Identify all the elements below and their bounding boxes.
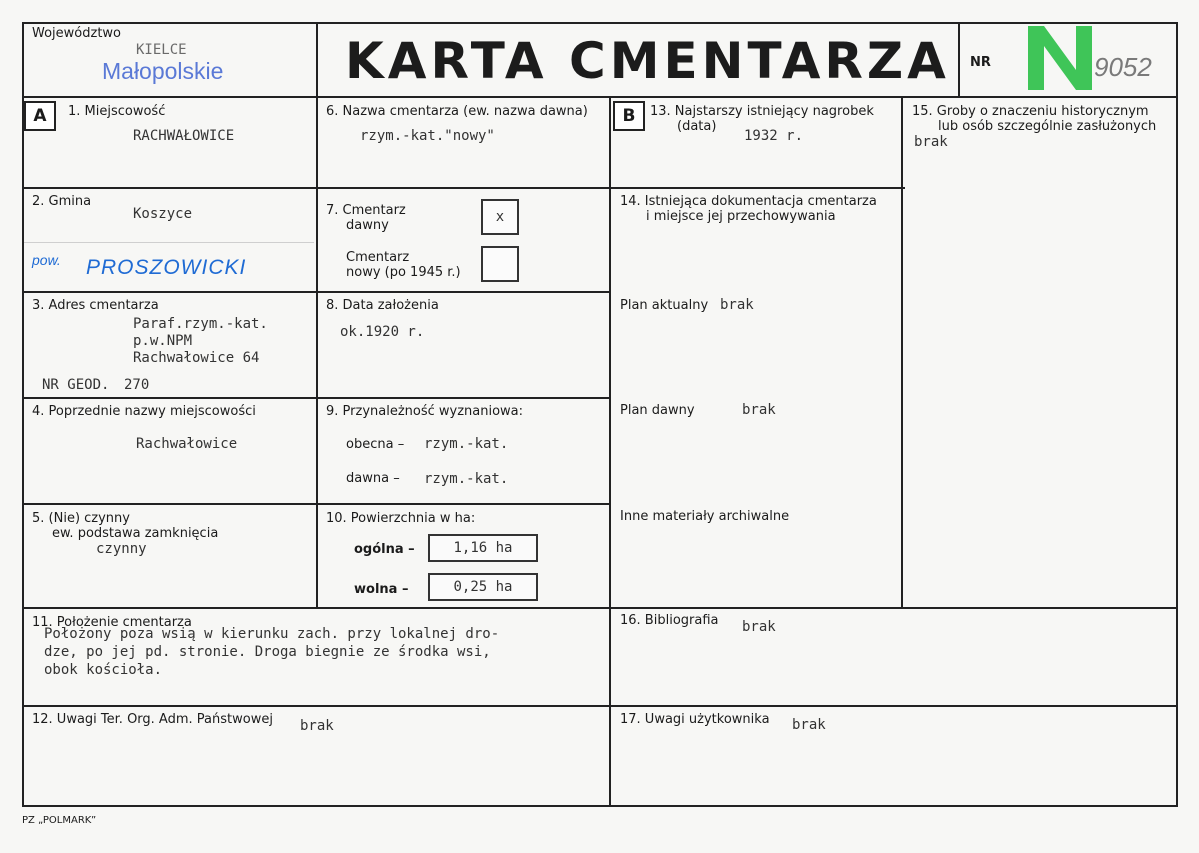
- header-bottom: [22, 96, 1178, 98]
- row-line-6: [22, 705, 1178, 707]
- header-divider-2: [958, 22, 960, 98]
- row-line-4: [22, 503, 611, 505]
- f7-dawny-checkbox[interactable]: [481, 199, 519, 235]
- f4-value: Rachwałowice: [136, 436, 238, 452]
- row-line-5: [22, 607, 1178, 609]
- inne-materialy-label: Inne materiały archiwalne: [620, 509, 790, 524]
- plan-dawny-value: brak: [742, 402, 776, 418]
- f7-label: 7. Cmentarz: [326, 203, 406, 218]
- f7-dawny-mark: x: [495, 209, 505, 225]
- row-line-2: [22, 291, 611, 293]
- f7-dawny-label: dawny: [346, 218, 389, 233]
- f11-label: 11. Położenie cmentarza: [32, 615, 192, 630]
- col-b1-divider: [901, 96, 903, 609]
- f13-label-2: (data): [677, 119, 717, 134]
- f14-label-2: i miejsce jej przechowywania: [646, 209, 836, 224]
- printer-imprint: PZ „POLMARK”: [22, 815, 97, 826]
- f15-label-2: lub osób szczególnie zasłużonych: [938, 119, 1157, 134]
- plan-dawny-label: Plan dawny: [620, 403, 695, 418]
- f3-line-3: Rachwałowice 64: [133, 350, 260, 366]
- col-a-b-divider: [609, 96, 611, 807]
- row-line-1: [22, 187, 905, 189]
- f7-nowy-label-2: nowy (po 1945 r.): [346, 265, 461, 280]
- f7-nowy-checkbox[interactable]: [481, 246, 519, 282]
- f9-obecna-label: obecna –: [346, 437, 405, 452]
- f9-obecna-value: rzym.-kat.: [424, 436, 509, 452]
- pow-label: pow.: [32, 252, 61, 268]
- f9-dawna-label: dawna –: [346, 471, 400, 486]
- f13-value: 1932 r.: [744, 128, 804, 144]
- f15-label-1: 15. Groby o znaczeniu historycznym: [912, 104, 1149, 119]
- f16-value: brak: [742, 619, 776, 635]
- f17-label: 17. Uwagi użytkownika: [620, 712, 770, 727]
- wojewodztwo-stamp: Małopolskie: [102, 58, 224, 84]
- f8-value: ok.1920 r.: [340, 324, 425, 340]
- row-line-3: [22, 397, 611, 399]
- f1-label: 1. Miejscowość: [68, 104, 166, 119]
- plan-aktualny-value: brak: [720, 297, 754, 313]
- f6-label: 6. Nazwa cmentarza (ew. nazwa dawna): [326, 104, 588, 119]
- f14-label-1: 14. Istniejąca dokumentacja cmentarza: [620, 194, 877, 209]
- f16-label: 16. Bibliografia: [620, 613, 719, 628]
- frame-top: [22, 22, 1178, 24]
- f7-nowy-label-1: Cmentarz: [346, 250, 410, 265]
- f15-value: brak: [914, 134, 948, 150]
- section-a-letter: A: [24, 101, 56, 131]
- plan-aktualny-label: Plan aktualny: [620, 298, 709, 313]
- f5-label-1: 5. (Nie) czynny: [32, 511, 130, 526]
- f12-label: 12. Uwagi Ter. Org. Adm. Państwowej: [32, 712, 273, 727]
- f2-label: 2. Gmina: [32, 194, 92, 209]
- f3-line-1: Paraf.rzym.-kat.: [133, 316, 268, 332]
- f3-label: 3. Adres cmentarza: [32, 298, 159, 313]
- f10-wolna-value: 0,25 ha: [428, 573, 538, 601]
- wojewodztwo-typed: KIELCE: [136, 42, 187, 58]
- f9-dawna-value: rzym.-kat.: [424, 471, 509, 487]
- card-title: KARTA CMENTARZA: [345, 32, 950, 90]
- f11-line-3: obok kościoła.: [44, 662, 163, 678]
- nr-geod-value: 270: [124, 377, 150, 393]
- f6-value: rzym.-kat."nowy": [360, 128, 495, 144]
- f10-label: 10. Powierzchnia w ha:: [326, 511, 476, 526]
- f10-ogolna-value: 1,16 ha: [428, 534, 538, 562]
- frame-left: [22, 22, 24, 807]
- f5-label-2: ew. podstawa zamknięcia: [52, 526, 219, 541]
- f1-value: RACHWAŁOWICE: [133, 128, 235, 144]
- f9-label: 9. Przynależność wyznaniowa:: [326, 404, 524, 419]
- f17-value: brak: [792, 717, 826, 733]
- f11-line-2: dze, po jej pd. stronie. Droga biegnie ze środka wsi,: [44, 644, 491, 660]
- col-a1-divider: [316, 96, 318, 609]
- f3-line-2: p.w.NPM: [133, 333, 193, 349]
- f2-value: Koszyce: [133, 206, 193, 222]
- nr-geod-label: NR GEOD.: [42, 377, 110, 393]
- f12-value: brak: [300, 718, 334, 734]
- f8-label: 8. Data założenia: [326, 298, 439, 313]
- green-n-marker: [1026, 24, 1094, 92]
- nr-value: 9052: [1094, 52, 1152, 82]
- frame-right: [1176, 22, 1178, 807]
- f10-ogolna-label: ogólna –: [354, 542, 415, 557]
- gmina-pow-separator: [24, 242, 314, 243]
- f5-value: czynny: [96, 541, 147, 557]
- frame-bottom: [22, 805, 1178, 807]
- f13-label-1: 13. Najstarszy istniejący nagrobek: [650, 104, 874, 119]
- f4-label: 4. Poprzednie nazwy miejscowości: [32, 404, 256, 419]
- f11-line-1: Położony poza wsią w kierunku zach. przy lokalnej dro-: [44, 626, 500, 642]
- f10-wolna-label: wolna –: [354, 582, 409, 597]
- section-b-letter: B: [613, 101, 645, 131]
- pow-value: PROSZOWICKI: [86, 256, 247, 279]
- nr-label: NR: [970, 55, 991, 70]
- wojewodztwo-label: Województwo: [32, 26, 122, 41]
- header-divider-1: [316, 22, 318, 98]
